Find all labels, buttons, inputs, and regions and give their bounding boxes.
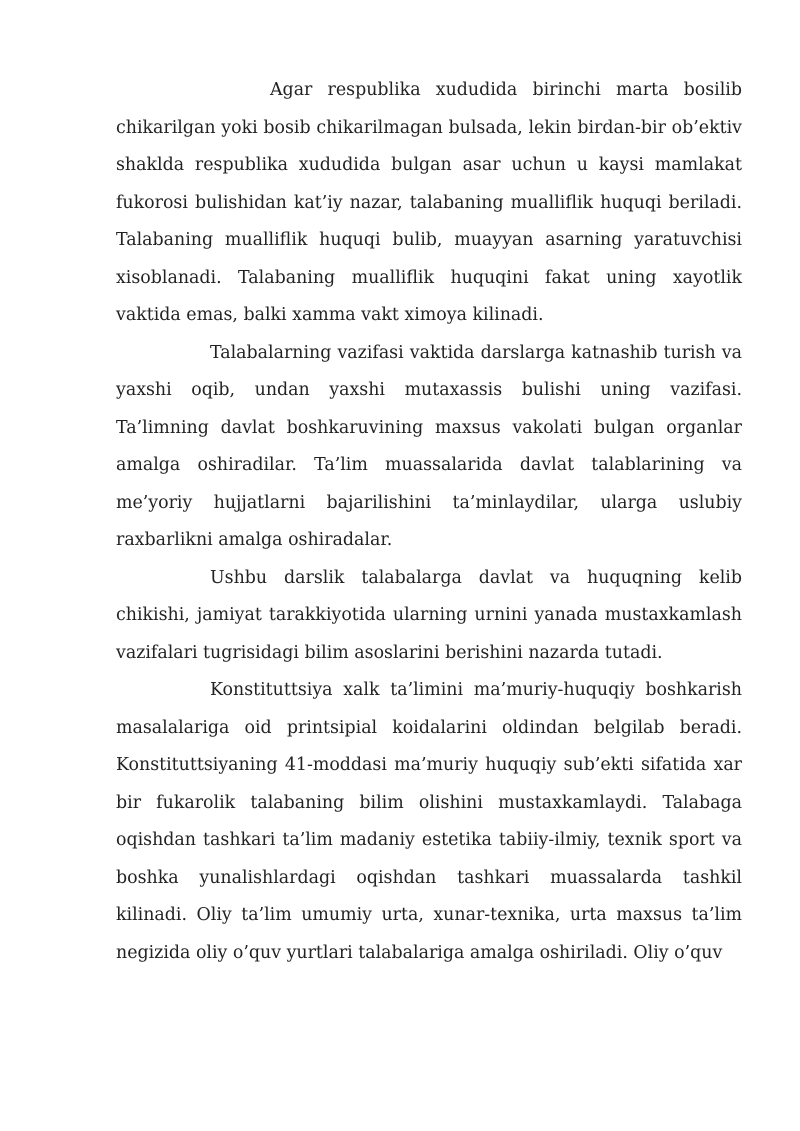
paragraph-konstitutsiya: Konstituttsiya xalk ta’limini ma’muriy-huquqiy boshkarish masalalariga oid printsipial koidalarini oldindan belgilab beradi. Konstituttsiyaning 41-moddasi ma’muriy huquqiy sub’ekti sifatida xar bir fukarolik talabaning bilim olishini mustaxkamlaydi. Talabaga oqishdan tashkari ta’lim madaniy estetika tabiiy-ilmiy, texnik sport va boshka yunalishlardagi oqishdan tashkari muassalarda tashkil kilinadi. Oliy ta’lim umumiy urta, xunar-texnika, urta maxsus ta’lim negizida oliy o’quv yurtlari talabalariga amalga oshiriladi. Oliy o’quv xyxy=(116,680,742,963)
document-body xyxy=(116,72,742,972)
paragraph-talabalar-vazifasi: Talabalarning vazifasi vaktida darslarga katnashib turish va yaxshi oqib, undan yaxshi mutaxassis bulishi uning vazifasi. Ta’limning davlat boshkaruvining maxsus vakolati bulgan organlar amalga oshiradilar. Ta’lim muassalarida davlat talablarining va me’yoriy hujjatlarni bajarilishini ta’minlaydilar, ularga uslubiy raxbarlikni amalga oshiradalar. xyxy=(116,342,742,550)
paragraph-mualliflik-huquqi: Agar respublika xududida birinchi marta bosilib chikarilgan yoki bosib chikarilmagan bulsada, lekin birdan-bir ob’ektiv shaklda respublika xududida bulgan asar uchun u kaysi mamlakat fukorosi bulishidan kat’iy nazar, talabaning mualliflik huquqi beriladi. Talabaning mualliflik huquqi bulib, muayyan asarning yaratuvchisi xisoblanadi. Talabaning mualliflik huquqini fakat uning xayotlik vaktida emas, balki xamma vakt ximoya kilinadi. xyxy=(116,80,742,325)
paragraph-darslik-maqsadi: Ushbu darslik talabalarga davlat va huquqning kelib chikishi, jamiyat tarakkiyotida ularning urnini yanada mustaxkamlash vazifalari tugrisidagi bilim asoslarini berishini nazarda tutadi. xyxy=(116,567,742,663)
